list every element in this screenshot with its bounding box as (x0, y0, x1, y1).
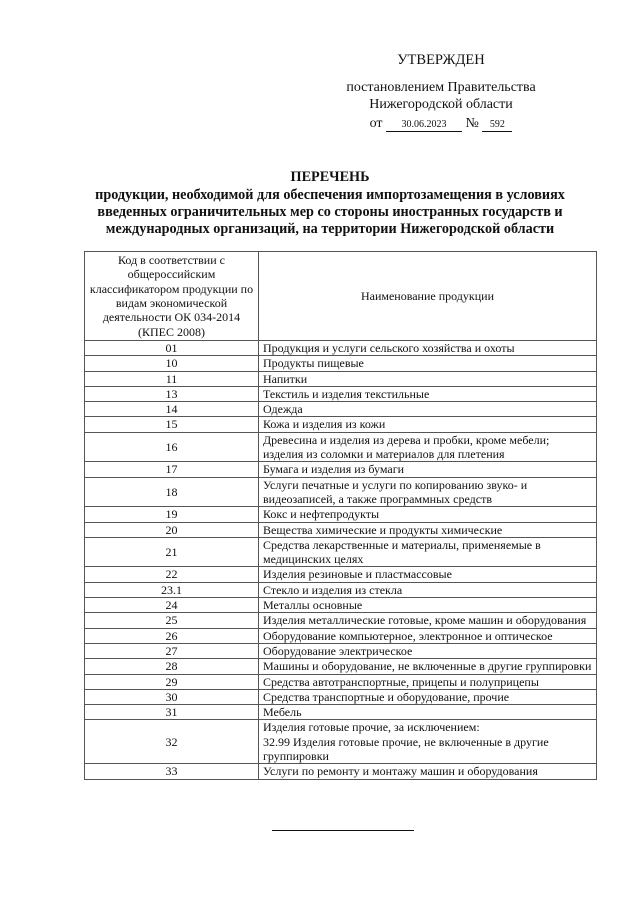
document-title (60, 169, 600, 238)
table-row (85, 417, 597, 432)
row-name (259, 720, 597, 764)
row-code: 18 (85, 477, 259, 507)
table-row (85, 402, 597, 417)
row-name: Оборудование компьютерное, электронное и оптическое (259, 628, 597, 643)
row-code: 27 (85, 643, 259, 658)
table-header-row (85, 252, 597, 341)
row-code: 21 (85, 537, 259, 567)
row-code: 17 (85, 462, 259, 477)
row-code: 10 (85, 356, 259, 371)
row-code: 26 (85, 628, 259, 643)
row-code: 14 (85, 402, 259, 417)
row-name: Текстиль и изделия текстильные (259, 386, 597, 401)
approval-date-line (330, 115, 552, 133)
row-name: Металлы основные (259, 598, 597, 613)
table-row (85, 659, 597, 674)
row-name: Продукты пищевые (259, 356, 597, 371)
row-code: 15 (85, 417, 259, 432)
title-line-2: введенных ограничительных мер со стороны иностранных государств и (97, 204, 563, 220)
table-row (85, 477, 597, 507)
header-code: Код в соответствии с общероссийским классификатором продукции по видам экономической деятельности ОК 034-2014 (КПЕС 2008) (85, 252, 259, 341)
row-code: 16 (85, 432, 259, 462)
row-code: 11 (85, 371, 259, 386)
row-code: 30 (85, 689, 259, 704)
row-name: Оборудование электрическое (259, 643, 597, 658)
row-name: Напитки (259, 371, 597, 386)
row-code: 33 (85, 764, 259, 779)
table-row (85, 764, 597, 779)
row-code: 19 (85, 507, 259, 522)
row-code: 24 (85, 598, 259, 613)
table-row (85, 705, 597, 720)
header-name: Наименование продукции (259, 252, 597, 341)
approval-heading: УТВЕРЖДЕН (397, 52, 485, 68)
table-row (85, 462, 597, 477)
row-code: 31 (85, 705, 259, 720)
row-name: Бумага и изделия из бумаги (259, 462, 597, 477)
row-code: 25 (85, 613, 259, 628)
products-table (84, 251, 597, 780)
table-row (85, 386, 597, 401)
row-name: Услуги по ремонту и монтажу машин и оборудования (259, 764, 597, 779)
number-label: № (465, 115, 479, 131)
from-label: от (369, 115, 383, 131)
row-name: Древесина и изделия из дерева и пробки, кроме мебели; изделия из соломки и материалов для плетения (259, 432, 597, 462)
table-row (85, 689, 597, 704)
table-row (85, 567, 597, 582)
bottom-separator (272, 830, 414, 831)
table-row (85, 522, 597, 537)
approval-number: 592 (482, 119, 512, 132)
row-name: Вещества химические и продукты химические (259, 522, 597, 537)
row-code: 32 (85, 720, 259, 764)
title-line-1: продукции, необходимой для обеспечения импортозамещения в условиях (95, 187, 565, 203)
approval-line-1: постановлением Правительства (346, 79, 536, 95)
row-name: Стекло и изделия из стекла (259, 582, 597, 597)
row-name: Кожа и изделия из кожи (259, 417, 597, 432)
row-name: Одежда (259, 402, 597, 417)
table-row (85, 537, 597, 567)
row-code: 22 (85, 567, 259, 582)
title-line-3: международных организаций, на территории Нижегородской области (105, 221, 555, 237)
row-code: 20 (85, 522, 259, 537)
table-row (85, 341, 597, 356)
row-name: Изделия металлические готовые, кроме машин и оборудования (259, 613, 597, 628)
row-name: Мебель (259, 705, 597, 720)
table-row (85, 613, 597, 628)
approval-block (330, 52, 552, 132)
row-name: Кокс и нефтепродукты (259, 507, 597, 522)
table-row (85, 432, 597, 462)
table-row (85, 628, 597, 643)
row-code: 23.1 (85, 582, 259, 597)
row-name: Средства лекарственные и материалы, применяемые в медицинских целях (259, 537, 597, 567)
title-heading: ПЕРЕЧЕНЬ (290, 169, 370, 185)
table-row (85, 674, 597, 689)
table-row (85, 598, 597, 613)
table-row (85, 356, 597, 371)
row-name: Средства автотранспортные, прицепы и полуприцепы (259, 674, 597, 689)
table-row (85, 507, 597, 522)
row-name-line: 32.99 Изделия готовые прочие, не включенные в другие группировки (263, 734, 549, 764)
row-name: Продукция и услуги сельского хозяйства и охоты (259, 341, 597, 356)
table-row (85, 643, 597, 658)
row-code: 13 (85, 386, 259, 401)
table-row (85, 371, 597, 386)
row-code: 28 (85, 659, 259, 674)
row-code: 01 (85, 341, 259, 356)
table-row (85, 582, 597, 597)
table-row (85, 720, 597, 764)
approval-date: 30.06.2023 (386, 119, 462, 132)
row-name: Услуги печатные и услуги по копированию звуко- и видеозаписей, а также программных средств (259, 477, 597, 507)
row-name-line: Изделия готовые прочие, за исключением: (263, 720, 480, 735)
row-name: Средства транспортные и оборудование, прочие (259, 689, 597, 704)
row-code: 29 (85, 674, 259, 689)
approval-line-2: Нижегородской области (369, 97, 513, 112)
row-name: Машины и оборудование, не включенные в другие группировки (259, 659, 597, 674)
row-name: Изделия резиновые и пластмассовые (259, 567, 597, 582)
